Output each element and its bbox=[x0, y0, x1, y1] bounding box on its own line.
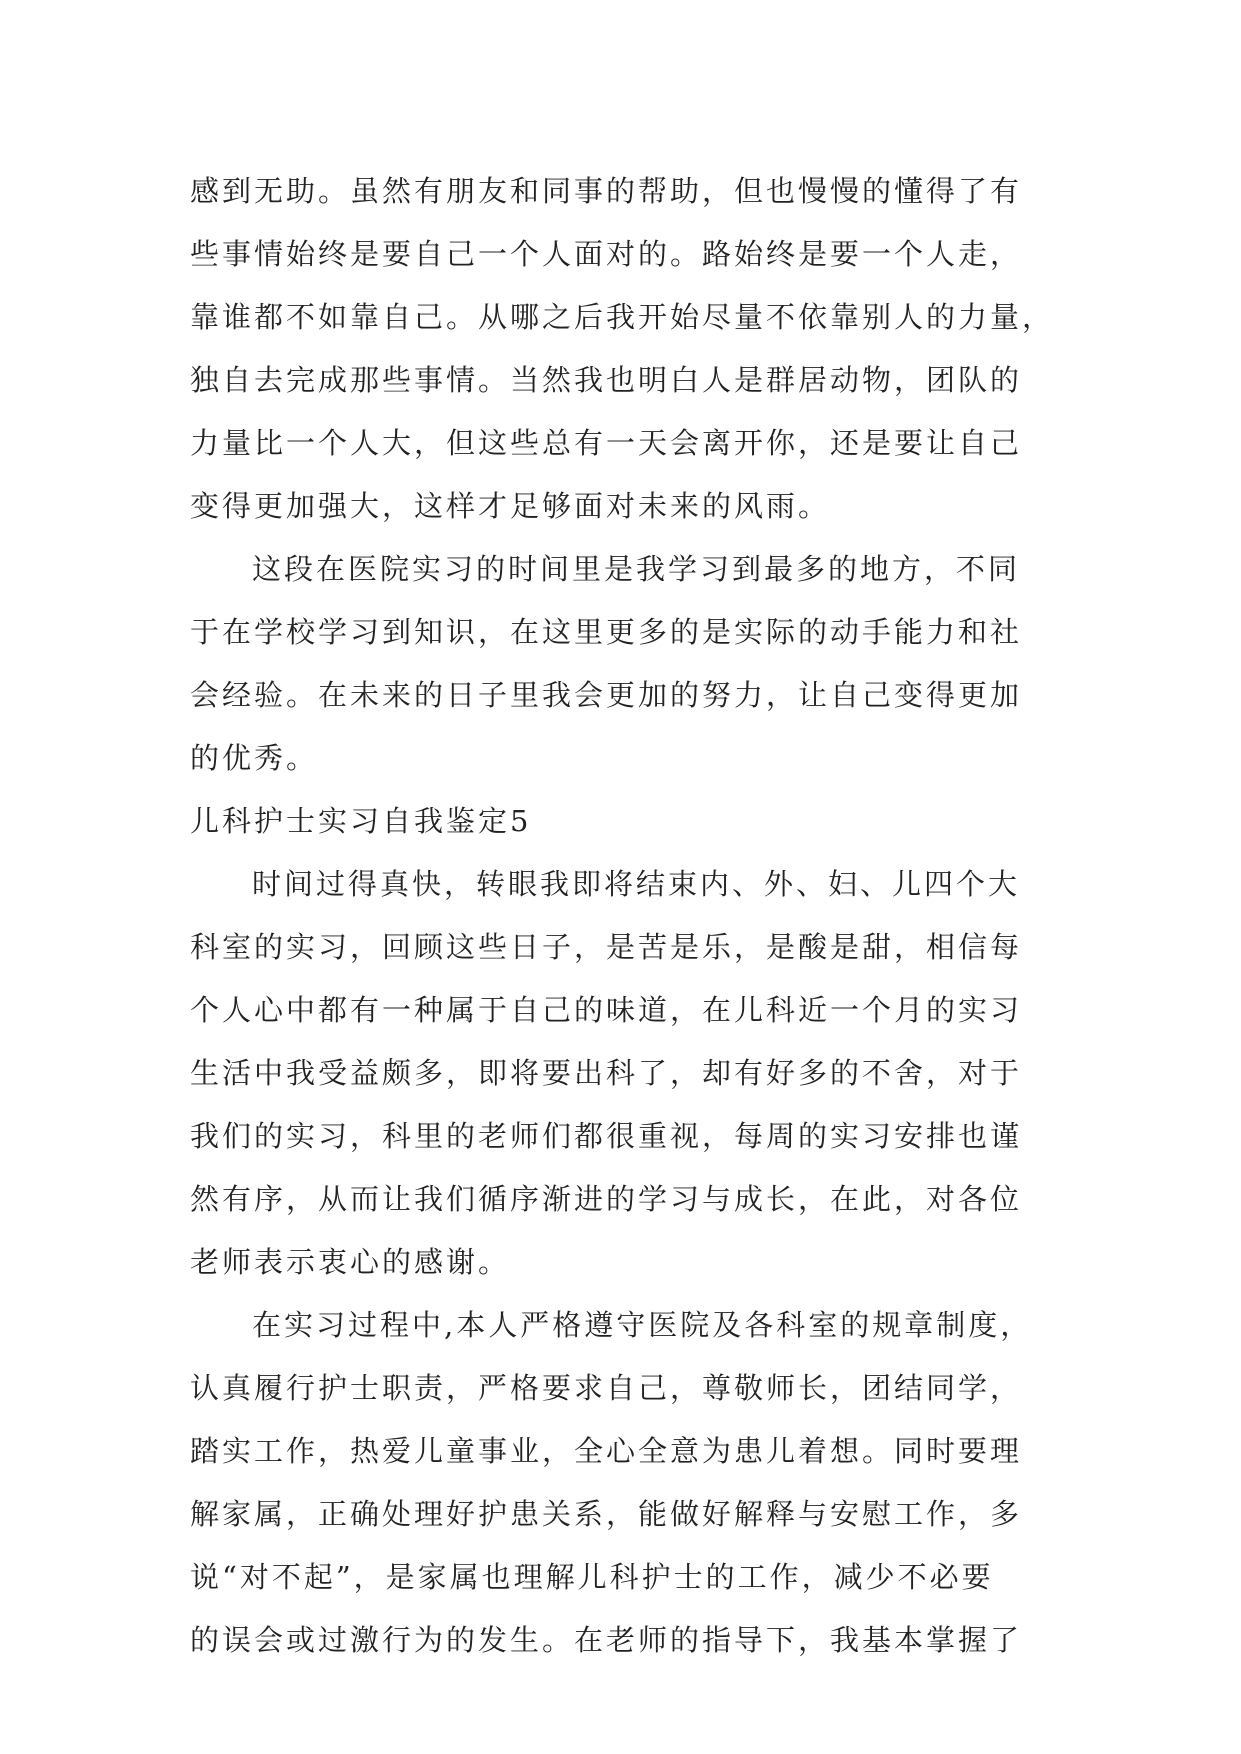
text-line: 的误会或过激行为的发生。在老师的指导下，我基本掌握了 bbox=[190, 1623, 1023, 1657]
text-line: 踏实工作，热爱儿童事业，全心全意为患儿着想。同时要理 bbox=[190, 1434, 1023, 1468]
text-line: 认真履行护士职责，严格要求自己，尊敬师长，团结同学， bbox=[190, 1371, 1023, 1405]
section-title: 儿科护士实习自我鉴定5 bbox=[190, 804, 532, 838]
text-line: 于在学校学习到知识，在这里更多的是实际的动手能力和社 bbox=[190, 615, 1023, 649]
paragraph bbox=[190, 160, 1090, 538]
text-line: 生活中我受益颇多，即将要出科了，却有好多的不舍，对于 bbox=[190, 1056, 1023, 1090]
text-line: 个人心中都有一种属于自己的味道，在儿科近一个月的实习 bbox=[190, 993, 1023, 1027]
text-line: 然有序，从而让我们循序渐进的学习与成长，在此，对各位 bbox=[190, 1182, 1023, 1216]
text-line: 这段在医院实习的时间里是我学习到最多的地方，不同 bbox=[252, 552, 1021, 586]
text-line: 靠谁都不如靠自己。从哪之后我开始尽量不依靠别人的力量， bbox=[190, 300, 1055, 334]
text-line: 变得更加强大，这样才足够面对未来的风雨。 bbox=[190, 489, 831, 523]
text-line: 会经验。在未来的日子里我会更加的努力，让自己变得更加 bbox=[190, 678, 1023, 712]
text-line: 说“对不起”，是家属也理解儿科护士的工作，减少不必要 bbox=[190, 1560, 994, 1594]
text-line: 力量比一个人大，但这些总有一天会离开你，还是要让自己 bbox=[190, 426, 1023, 460]
document-body bbox=[190, 160, 1090, 1672]
text-line: 科室的实习，回顾这些日子，是苦是乐，是酸是甜，相信每 bbox=[190, 930, 1023, 964]
text-line: 独自去完成那些事情。当然我也明白人是群居动物，团队的 bbox=[190, 363, 1023, 397]
text-line: 些事情始终是要自己一个人面对的。路始终是要一个人走， bbox=[190, 237, 1023, 271]
text-line: 感到无助。虽然有朋友和同事的帮助，但也慢慢的懂得了有 bbox=[190, 174, 1023, 208]
paragraph bbox=[190, 853, 1090, 1294]
text-line: 的优秀。 bbox=[190, 741, 319, 775]
paragraph bbox=[190, 1294, 1090, 1672]
text-line: 我们的实习，科里的老师们都很重视，每周的实习安排也谨 bbox=[190, 1119, 1023, 1153]
text-line: 时间过得真快，转眼我即将结束内、外、妇、儿四个大 bbox=[252, 867, 1021, 901]
text-line: 老师表示衷心的感谢。 bbox=[190, 1245, 511, 1279]
text-line: 解家属，正确处理好护患关系，能做好解释与安慰工作，多 bbox=[190, 1497, 1023, 1531]
text-line: 在实习过程中,本人严格遵守医院及各科室的规章制度， bbox=[252, 1308, 1033, 1342]
paragraph bbox=[190, 538, 1090, 790]
